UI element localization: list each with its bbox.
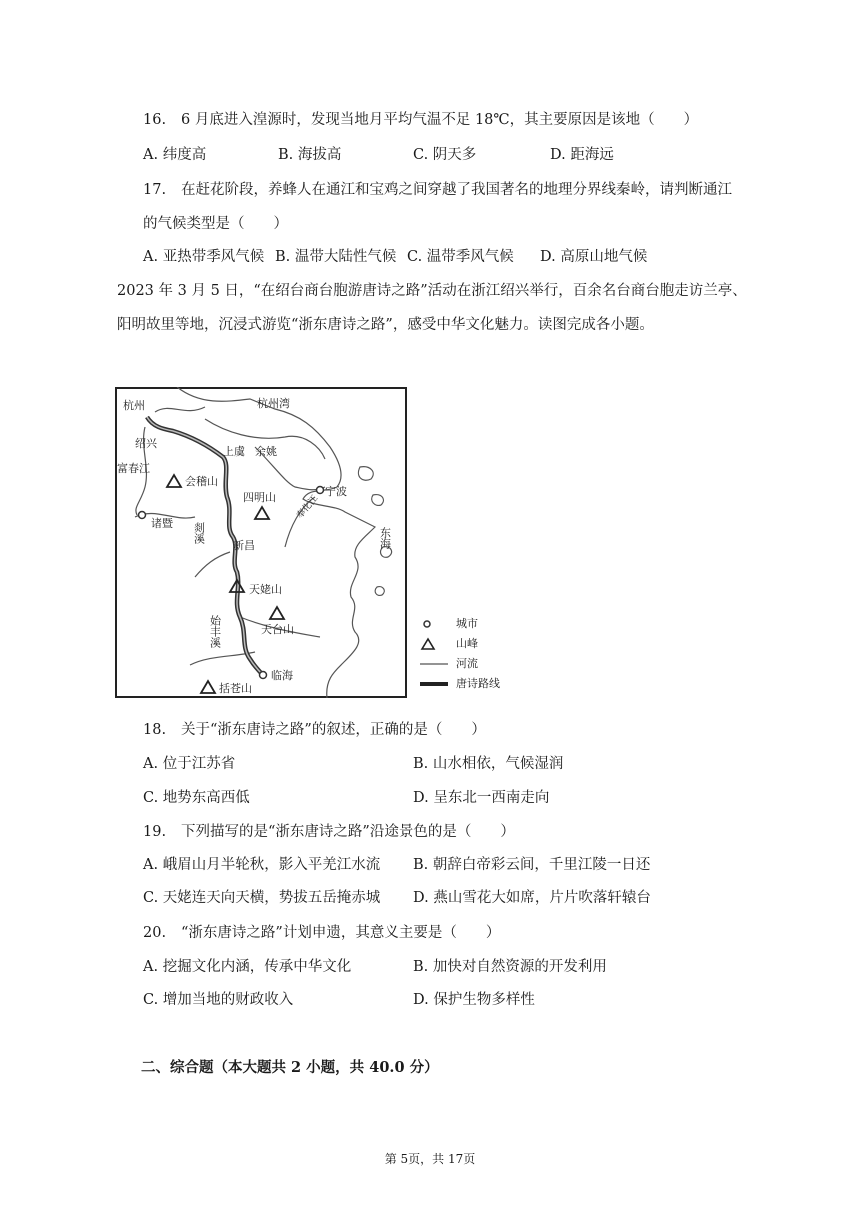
island [375,587,384,596]
river [155,407,205,412]
city-legend-icon [420,617,434,631]
option-b: B. 海拔高 [278,147,342,163]
question-number: 20. [143,925,167,941]
map-label-linhai: 临海 [271,669,293,682]
map-label-siming: 四明山 [243,491,276,504]
page-number: 第 5页，共 17页 [384,1152,476,1166]
route-legend-icon [420,679,450,689]
passage-line-1: 2023 年 3 月 5 日，“在绍台商台胞游唐诗之路”活动在浙江绍兴举行，百余名台商台胞走访兰亭、 [117,283,747,299]
city-marker-zhuji [139,512,146,519]
question-stem: 关于“浙东唐诗之路”的叙述，正确的是（ ） [181,722,486,738]
question-number: 19. [143,824,167,840]
option-a: A. 峨眉山月半轮秋，影入平羌江水流 [143,857,381,873]
map-label-kuocang: 括苍山 [219,682,252,695]
question-19 [143,822,515,842]
map-legend [420,614,500,694]
map-label-shangyu: 上虞 [223,445,245,458]
option-b: B. 温带大陆性气候 [275,249,397,265]
option-a: A. 纬度高 [143,147,207,163]
question-number: 18. [143,722,167,738]
question-number: 16. [143,112,167,128]
option-b: B. 加快对自然资源的开发利用 [413,959,607,975]
option-c: C. 温带季风气候 [407,249,514,265]
zhedong-map [115,387,407,698]
map-label-fuchunjiang: 富春江 [117,462,150,475]
option-d: D. 高原山地气候 [540,249,648,265]
option-a: A. 挖掘文化内涵，传承中华文化 [143,959,352,975]
option-d: D. 保护生物多样性 [413,992,535,1008]
map-label-shaoxing: 绍兴 [135,437,157,450]
island [372,495,384,506]
legend-route: 唐诗路线 [420,674,500,694]
peak-marker-tiantai [270,607,284,619]
option-c: C. 地势东高西低 [143,790,250,806]
option-d: D. 燕山雪花大如席，片片吹落轩辕台 [413,890,651,906]
option-d: D. 距海远 [550,147,614,163]
legend-peak: 山峰 [420,634,500,654]
coastline [177,387,375,698]
question-17 [143,180,732,200]
river-legend-icon [420,659,450,669]
option-b: B. 山水相依，气候湿润 [413,756,564,772]
legend-city: 城市 [420,614,500,634]
river [195,552,230,577]
option-c: C. 阴天多 [413,147,477,163]
map-label-kuaijishan: 会稽山 [185,475,218,488]
question-stem: 6 月底进入湟源时，发现当地月平均气温不足 18℃，其主要原因是该地（ ） [181,112,699,128]
option-c: C. 增加当地的财政收入 [143,992,294,1008]
question-number: 17. [143,182,167,198]
option-b: B. 朝辞白帝彩云间，千里江陵一日还 [413,857,651,873]
map-label-donghai: 东海 [378,527,392,549]
map-label-shifeng: 始丰溪 [208,615,222,648]
peak-marker-kuocang [201,681,215,693]
question-stem: 在赶花阶段，养蜂人在通江和宝鸡之间穿越了我国著名的地理分界线秦岭，请判断通江 [181,182,732,198]
map-label-hangzhou: 杭州 [123,399,145,412]
map-label-ningbo: 宁波 [325,485,347,498]
question-18 [143,720,486,740]
option-d: D. 呈东北一西南走向 [413,790,550,806]
section-title: 二、综合题（本大题共 2 小题，共 40.0 分） [141,1059,439,1076]
option-c: C. 天姥连天向天横，势拔五岳掩赤城 [143,890,381,906]
peak-marker-kuaiji [167,475,181,487]
map-label-shanxi: 剡溪 [192,522,206,544]
legend-river: 河流 [420,654,500,674]
city-marker-ningbo [317,487,324,494]
question-stem: 下列描写的是“浙东唐诗之路”沿途景色的是（ ） [181,824,515,840]
option-a: A. 位于江苏省 [143,756,236,772]
city-marker-linhai [260,672,267,679]
question-stem-continued: 的气候类型是（ ） [143,216,288,232]
map-label-xinchang: 新昌 [233,539,255,552]
passage-line-2: 阳明故里等地，沉浸式游览“浙东唐诗之路”，感受中华文化魅力。读图完成各小题。 [117,317,654,333]
map-label-tianlao: 天姥山 [249,583,282,596]
question-16 [143,110,698,130]
peak-marker-siming [255,507,269,519]
question-20 [143,923,500,943]
map-label-zhuji: 诸暨 [151,517,173,530]
peak-legend-icon [420,637,436,651]
map-label-tiantai: 天台山 [261,623,294,636]
island [358,467,373,481]
option-a: A. 亚热带季风气候 [143,249,265,265]
map-label-fenghuajiang: 奉化江 [295,493,321,521]
map-label-hangzhou-bay: 杭州湾 [257,397,290,410]
map-label-yuyao: 余姚 [255,445,277,458]
question-stem: “浙东唐诗之路”计划申遗，其意义主要是（ ） [181,925,501,941]
